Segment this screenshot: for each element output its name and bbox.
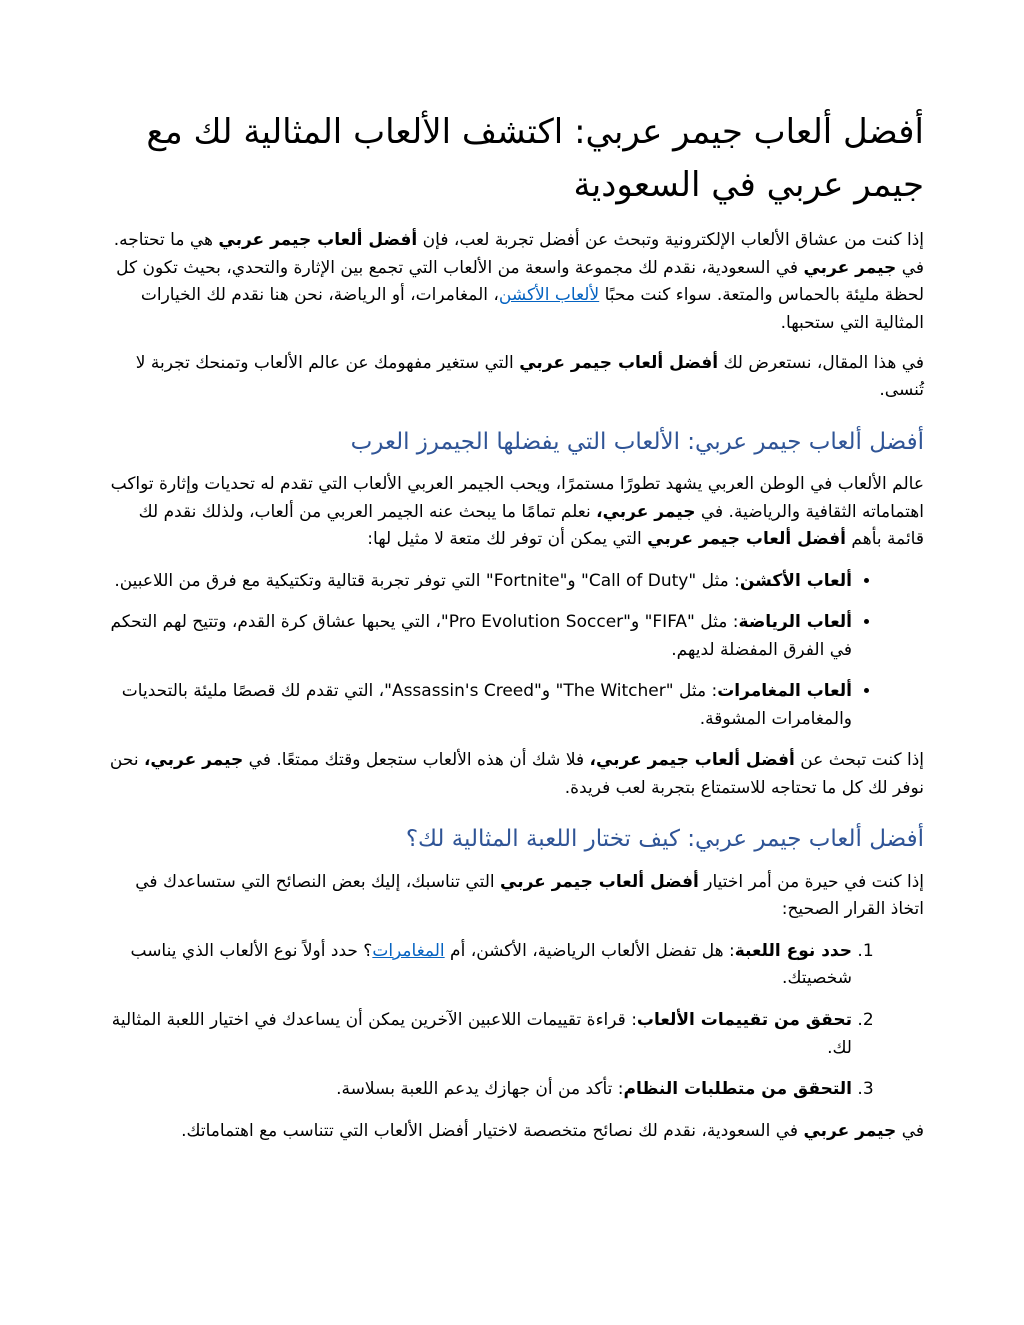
bullet-adventure-games [100,678,852,733]
closing-paragraph [100,1118,924,1146]
intro-paragraph [100,227,924,337]
bold-text-run: جيمر عربي، [143,750,244,771]
text-run: : مثل "The Witcher" و"Assassin's Creed"، التي تقدم لك قصصًا مليئة بالتحديات والمغامرات المشوقة. [121,681,852,729]
text-run: فلا شك أن هذه الألعاب ستجعل وقتك ممتعًا. في [243,750,590,771]
text-run: في [896,1120,924,1141]
article-note-paragraph [100,350,924,405]
text-run: عالم الألعاب في الوطن العربي يشهد تطورًا مستمرًا، ويحب الجيمر العربي الألعاب التي تقدم له تحديات وإثارة تواكب اهتماماته الثقافية والرياضية. في [110,474,924,522]
section1-outro-paragraph [100,747,924,802]
bold-text-run: أفضل ألعاب جيمر عربي [519,352,719,373]
bold-text-run: ألعاب الأكشن [739,570,852,591]
text-run: نعلم تمامًا ما يبحث عنه الجيمر العربي من ألعاب، ولذلك نقدم لك قائمة بأهم [138,501,924,550]
bold-text-run: التحقق من متطلبات النظام [623,1079,852,1100]
text-run: التي تناسبك، إليك بعض النصائح التي ستساعدك في اتخاذ القرار الصحيح: [135,871,924,920]
bold-text-run: أفضل ألعاب جيمر عربي [647,529,847,550]
text-run: في هذا المقال، نستعرض لك [718,352,924,373]
hyperlink[interactable]: المغامرات [372,940,445,961]
text-run: هي ما تحتاجه. في [113,230,924,278]
bold-text-run: تحقق من تقييمات الألعاب [636,1010,852,1030]
section-heading-favorite-games: أفضل ألعاب جيمر عربي: الألعاب التي يفضلها الجيمرز العرب [350,428,924,455]
bold-text-run: حدد نوع اللعبة [734,940,852,961]
text-run: : مثل "FIFA" و"Pro Evolution Soccer"، التي يحبها عشاق كرة القدم، وتتيح لهم التحكم في الفرق المفضلة لديهم. [110,612,852,660]
bold-text-run: ألعاب المغامرات [717,681,852,702]
text-run: التي يمكن أن توفر لك متعة لا مثيل لها: [367,529,648,550]
hyperlink[interactable]: لألعاب الأكشن [498,285,600,306]
step-check-system-requirements [100,1076,852,1104]
bold-text-run: أفضل ألعاب جيمر عربي [500,871,699,892]
text-run: ، المغامرات، أو الرياضة، نحن هنا نقدم لك الخيارات المثالية التي ستحبها. [140,285,924,333]
bold-text-run: أفضل ألعاب جيمر عربي، [589,750,795,771]
text-run: نحن نوفر لك كل ما تحتاجه للاستمتاع بتجربة لعب فريدة. [109,750,924,798]
section-heading-how-to-choose: أفضل ألعاب جيمر عربي: كيف تختار اللعبة المثالية لك؟ [405,826,924,853]
text-run: في السعودية، نقدم لك مجموعة واسعة من الألعاب التي تجمع بين الإثارة والتحدي، بحيث تكون كل لحظة مليئة بالحماس والمتعة. سواء كنت محبًا [116,257,924,306]
document-title: أفضل ألعاب جيمر عربي: اكتشف الألعاب المثالية لك مع جيمر عربي في السعودية [146,112,924,205]
section1-lead-paragraph [100,471,924,554]
bullet-sports-games [100,609,852,664]
bold-text-run: جيمر عربي [803,257,897,278]
text-run: التي ستغير مفهومك عن عالم الألعاب وتمنحك تجربة لا تُنسى. [135,352,924,401]
bold-text-run: أفضل ألعاب جيمر عربي [218,230,418,251]
step-choose-game-type [100,938,852,993]
text-run: : مثل "Call of Duty" و"Fortnite" التي توفر تجربة قتالية وتكتيكية مع فرق من اللاعبين. [114,570,740,591]
text-run: : قراءة تقييمات اللاعبين الآخرين يمكن أن يساعدك في اختيار اللعبة المثالية لك. [111,1010,852,1058]
bold-text-run: جيمر عربي [803,1120,897,1141]
text-run: إذا كنت تبحث عن [794,750,924,771]
bullet-action-games [100,568,852,596]
text-run: ؟ حدد أولاً نوع الألعاب الذي يناسب شخصيتك. [130,940,852,989]
game-types-bullet-list [100,568,924,734]
text-run: في السعودية، نقدم لك نصائح متخصصة لاختيار أفضل الألعاب التي تتناسب مع اهتماماتك. [181,1120,804,1141]
text-run: : هل تفضل الألعاب الرياضية، الأكشن، أم [444,940,735,961]
section2-lead-paragraph [100,869,924,924]
text-run: إذا كنت من عشاق الألعاب الإلكترونية وتبحث عن أفضل تجربة لعب، فإن [417,230,924,251]
bold-text-run: ألعاب الرياضة [738,612,852,633]
choosing-tips-numbered-list [100,938,924,1104]
bold-text-run: جيمر عربي، [596,501,696,522]
text-run: إذا كنت في حيرة من أمر اختيار [698,871,924,892]
step-check-reviews [100,1007,852,1062]
text-run: : تأكد من أن جهازك يدعم اللعبة بسلاسة. [336,1079,624,1100]
